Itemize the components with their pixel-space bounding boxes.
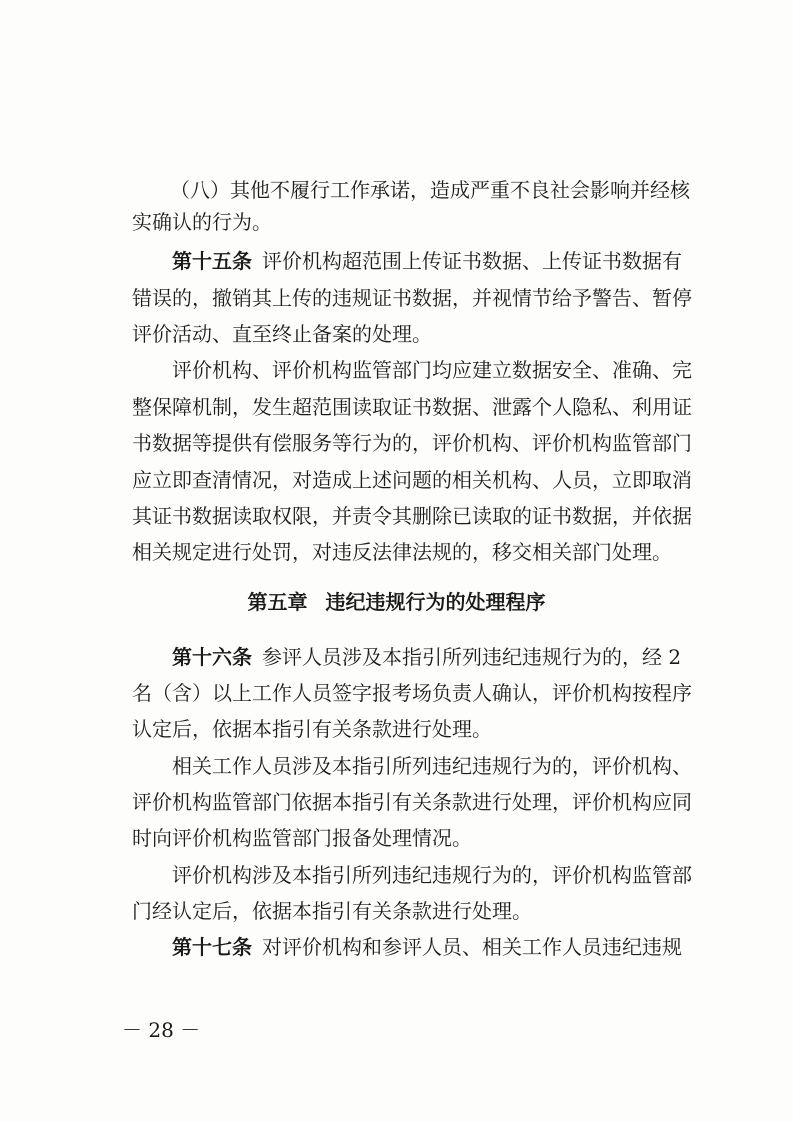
chapter-number: 第五章 <box>247 590 308 614</box>
article-15-line-3: 评价活动、直至终止备案的处理。 <box>132 322 432 346</box>
institution-violation-line-1: 评价机构涉及本指引所列违纪违规行为的，评价机构监管部 <box>172 863 692 887</box>
article-16-line-3: 认定后，依据本指引有关条款进行处理。 <box>132 717 492 741</box>
data-security-line-4: 应立即查清情况，对造成上述问题的相关机构、人员，立即取消 <box>132 468 692 492</box>
article-16-text-1: 参评人员涉及本指引所列违纪违规行为的，经 2 <box>262 645 682 669</box>
data-security-line-6: 相关规定进行处罚，对违反法律法规的，移交相关部门处理。 <box>132 540 672 564</box>
chapter-heading <box>0 590 793 614</box>
staff-violation-line-2: 评价机构监管部门依据本指引有关条款进行处理，评价机构应同 <box>132 790 692 814</box>
staff-violation-line-3: 时向评价机构监管部门报备处理情况。 <box>132 826 472 850</box>
article-16-heading: 第十六条 <box>172 645 252 669</box>
article-15-line-1 <box>172 249 682 273</box>
data-security-line-2: 整保障机制，发生超范围读取证书数据、泄露个人隐私、利用证 <box>132 395 692 419</box>
article-17-line-1 <box>172 935 682 959</box>
page-number: － 28 － <box>122 1018 201 1042</box>
staff-violation-line-1: 相关工作人员涉及本指引所列违纪违规行为的，评价机构、 <box>172 754 692 778</box>
article-17-heading: 第十七条 <box>172 935 252 959</box>
article-16-line-1 <box>172 645 682 669</box>
paragraph-8-line-2: 实确认的行为。 <box>132 210 272 234</box>
article-15-line-2: 错误的，撤销其上传的违规证书数据，并视情节给予警告、暂停 <box>132 286 692 310</box>
data-security-line-1: 评价机构、评价机构监管部门均应建立数据安全、准确、完 <box>172 358 692 382</box>
data-security-line-3: 书数据等提供有偿服务等行为的，评价机构、评价机构监管部门 <box>132 431 692 455</box>
data-security-line-5: 其证书数据读取权限，并责令其删除已读取的证书数据，并依据 <box>132 504 692 528</box>
article-15-text-1: 评价机构超范围上传证书数据、上传证书数据有 <box>262 249 682 273</box>
institution-violation-line-2: 门经认定后，依据本指引有关条款进行处理。 <box>132 899 532 923</box>
article-16-line-2: 名（含）以上工作人员签字报考场负责人确认，评价机构按程序 <box>132 681 692 705</box>
chapter-title: 违纪违规行为的处理程序 <box>325 590 546 614</box>
article-17-text-1: 对评价机构和参评人员、相关工作人员违纪违规 <box>262 935 682 959</box>
article-15-heading: 第十五条 <box>172 249 252 273</box>
paragraph-8-line-1: （八）其他不履行工作承诺，造成严重不良社会影响并经核 <box>170 178 690 202</box>
